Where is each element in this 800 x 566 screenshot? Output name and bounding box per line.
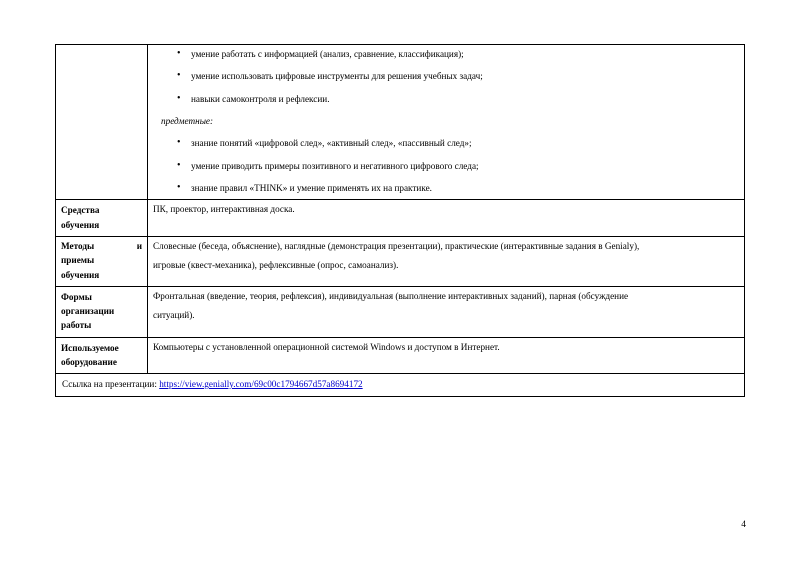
list-item: • умение использовать цифровые инструменты для решения учебных задач; xyxy=(153,70,739,83)
lesson-plan-table xyxy=(55,44,745,397)
teaching-aids-label-cell xyxy=(56,200,148,237)
subject-results-heading: предметные: xyxy=(161,116,214,127)
list-item: • навыки самоконтроля и рефлексии. xyxy=(153,93,739,106)
list-item: • знание понятий «цифровой след», «активный след», «пассивный след»; xyxy=(153,137,739,150)
label-text-right: и xyxy=(136,240,142,251)
label-line: обучения xyxy=(61,269,100,280)
label-line: Используемое xyxy=(61,342,119,353)
objectives-content-cell xyxy=(148,45,745,200)
work-forms-text-line-1: Фронтальная (введение, теория, рефлексия), индивидуальная (выполнение интерактивных заданий), парная (обсуждение xyxy=(153,290,629,301)
list-item: • умение работать с информацией (анализ, сравнение, классификация); xyxy=(153,48,739,61)
objectives-label-cell xyxy=(56,45,148,200)
presentation-link-cell xyxy=(56,374,745,397)
equipment-content-cell: Компьютеры с установленной операционной системой Windows и доступом в Интернет. xyxy=(148,337,745,374)
work-forms-label-cell xyxy=(56,286,148,337)
label-line: Средства xyxy=(61,205,100,216)
work-forms-text-line-2: ситуаций). xyxy=(153,310,195,321)
methods-text-line-1: Словесные (беседа, объяснение), наглядные (демонстрация презентации), практические (интерактивные задания в Genialy), xyxy=(153,240,640,251)
label-line: работы xyxy=(61,320,92,331)
presentation-link-prefix: Ссылка на презентации: xyxy=(62,379,157,389)
label-line xyxy=(61,240,142,253)
list-item: • умение приводить примеры позитивного и негативного цифрового следа; xyxy=(153,160,739,173)
methods-text-line-2: игровые (квест-механика), рефлексивные (опрос, самоанализ). xyxy=(153,260,399,271)
teaching-aids-content-cell: ПК, проектор, интерактивная доска. xyxy=(148,200,745,237)
table-row-methods xyxy=(56,236,745,286)
presentation-link[interactable]: https://view.genially.com/69c00c1794667d57a8694172 xyxy=(159,379,363,389)
methods-label-cell xyxy=(56,236,148,286)
table-row-presentation-link xyxy=(56,374,745,397)
page-number: 4 xyxy=(741,520,746,530)
subject-skills-list xyxy=(153,137,739,195)
meta-skills-list xyxy=(153,48,739,106)
label-line: Формы xyxy=(61,291,92,302)
methods-content-cell xyxy=(148,236,745,286)
label-line: обучения xyxy=(61,219,100,230)
table-row-objectives xyxy=(56,45,745,200)
work-forms-content-cell xyxy=(148,286,745,337)
label-line: организации xyxy=(61,306,115,316)
label-line: приемы xyxy=(61,255,95,266)
list-item: • знание правил «THINK» и умение применять их на практике. xyxy=(153,182,739,195)
label-line: оборудование xyxy=(61,356,117,367)
equipment-label-cell xyxy=(56,337,148,374)
label-text: Методы xyxy=(61,240,95,251)
table-row-teaching-aids xyxy=(56,200,745,237)
table-row-work-forms xyxy=(56,286,745,337)
table-row-equipment xyxy=(56,337,745,374)
